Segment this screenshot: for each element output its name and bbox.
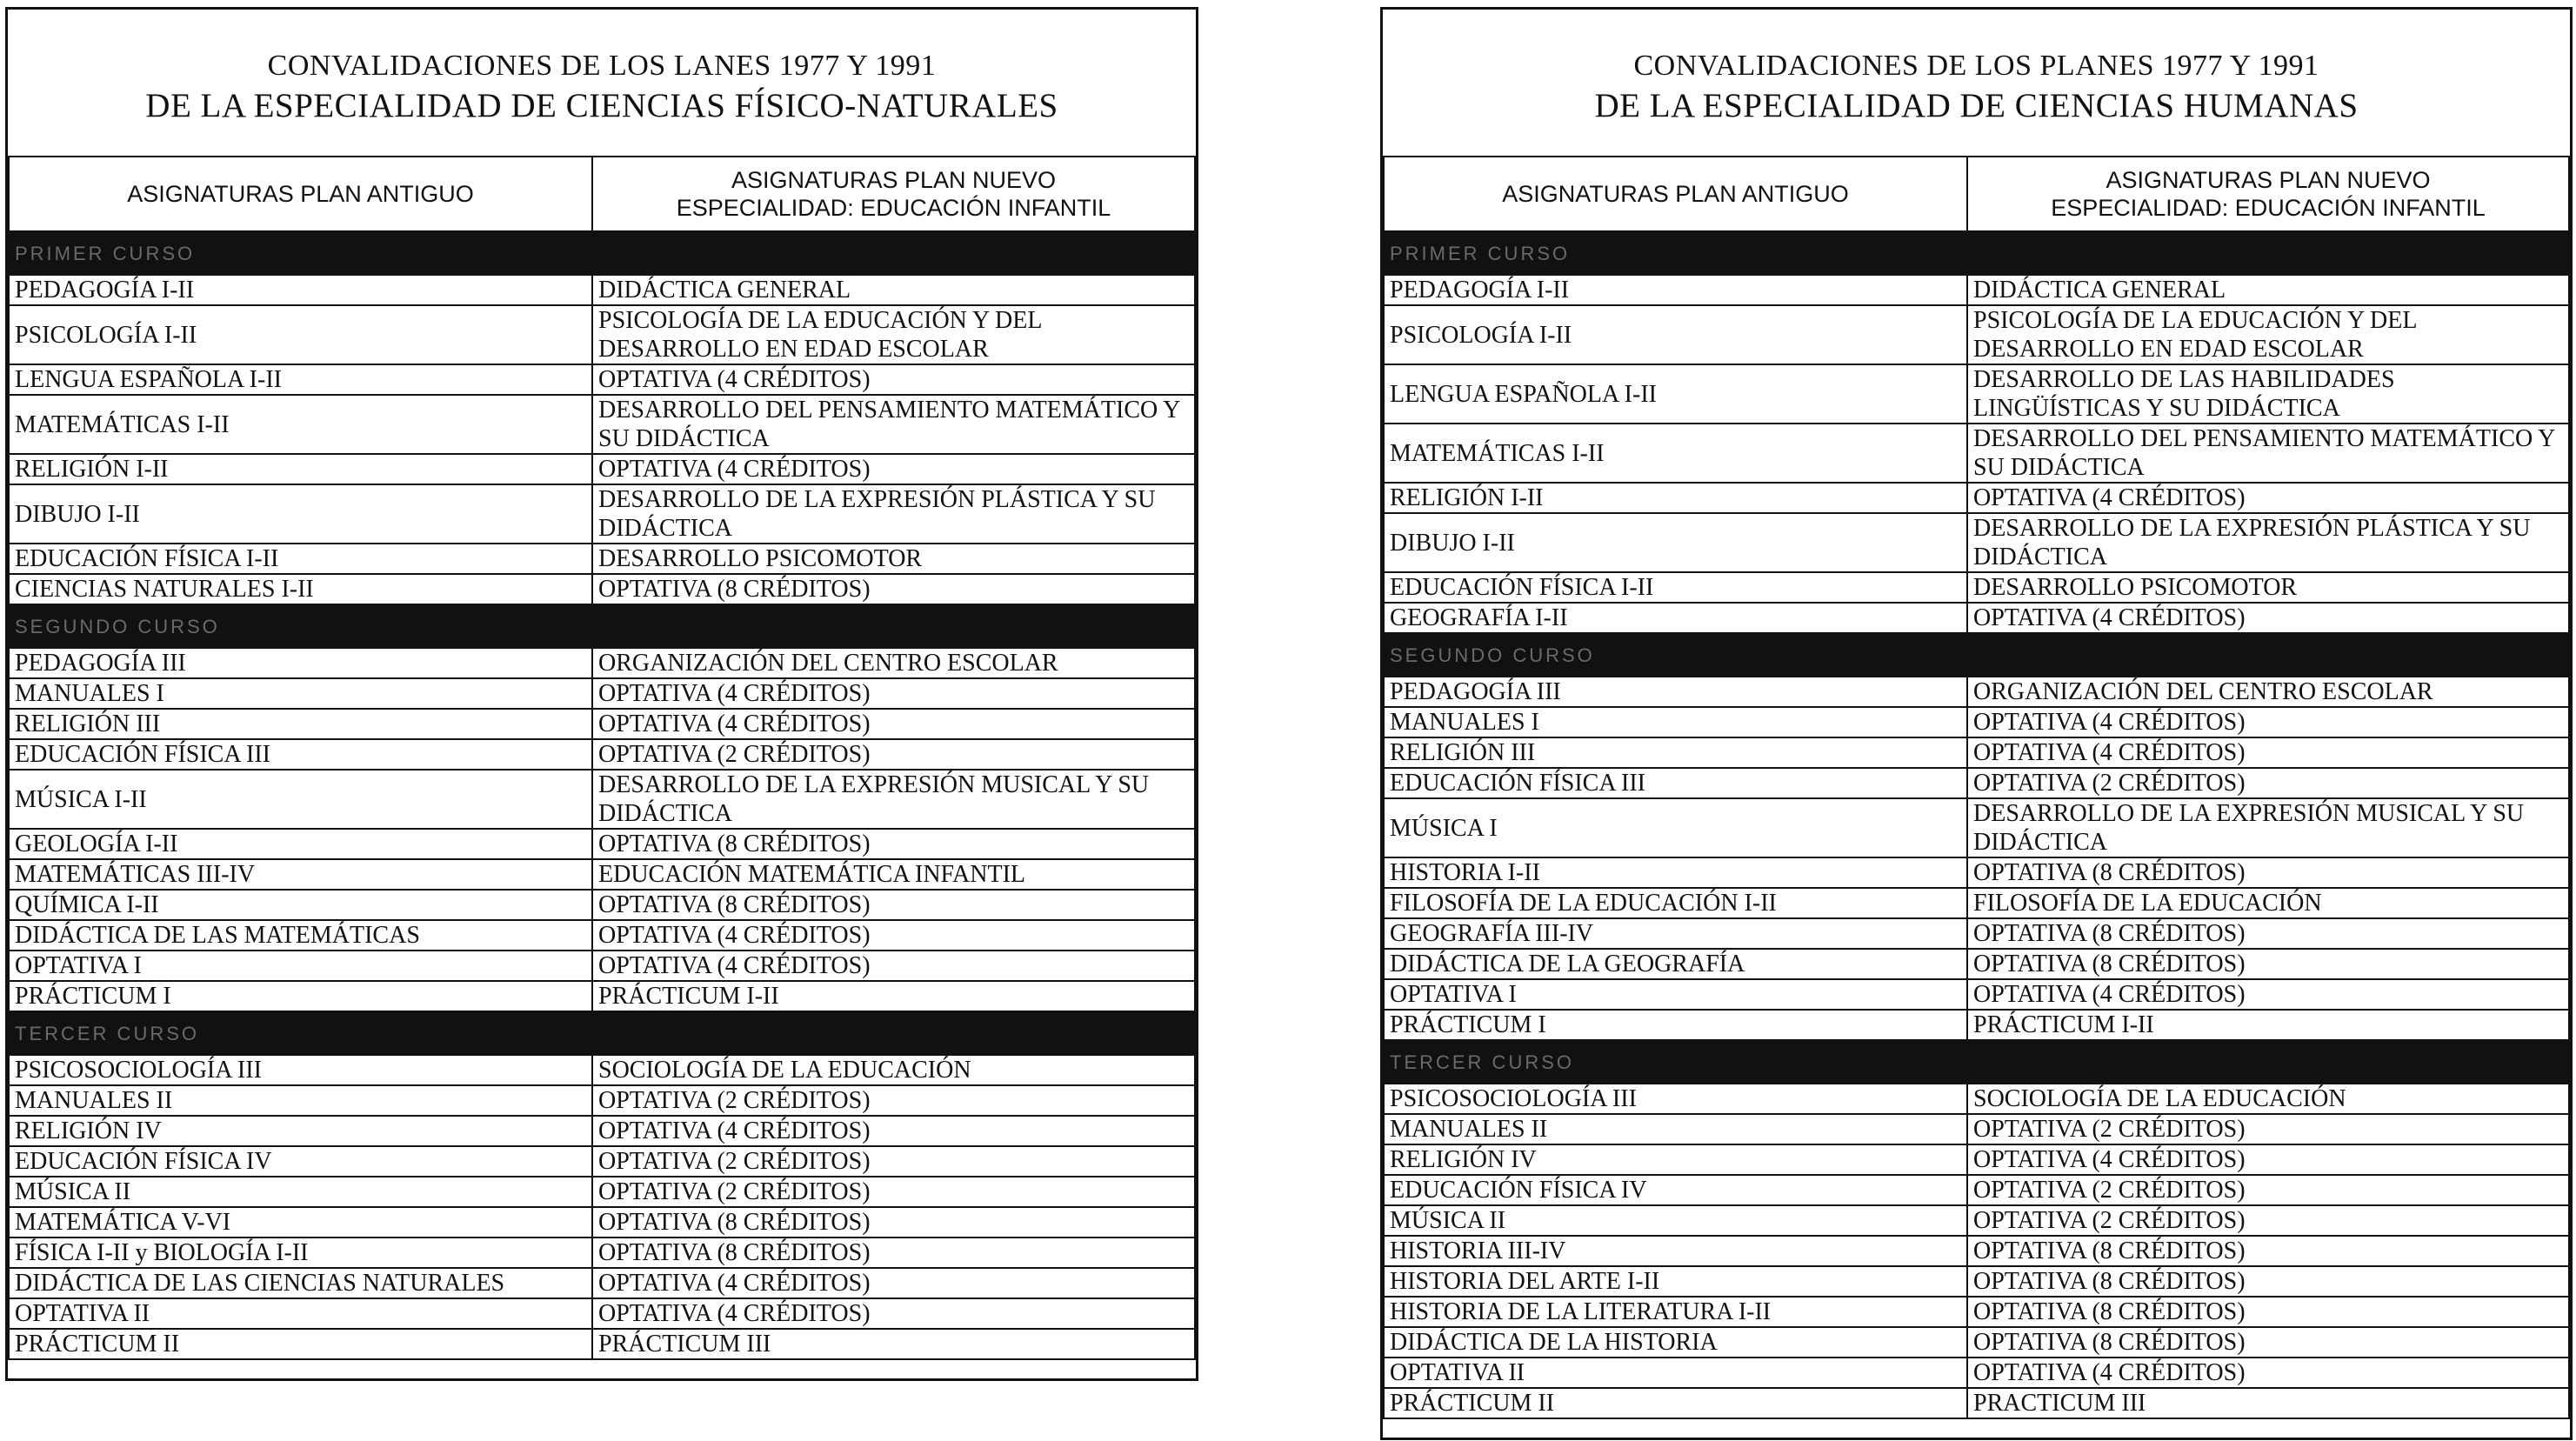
panel-title <box>8 10 1196 156</box>
title-line-2: DE LA ESPECIALIDAD DE CIENCIAS FÍSICO-NATURALES <box>145 87 1058 124</box>
table-row <box>9 709 1195 739</box>
table-row <box>9 544 1195 574</box>
header-new-plan-line-2: ESPECIALIDAD: EDUCACIÓN INFANTIL <box>2051 195 2486 221</box>
table-header-row <box>9 157 1195 231</box>
new-plan-subject: OPTATIVA (8 CRÉDITOS) <box>1967 1266 2569 1297</box>
old-plan-subject: MANUALES II <box>9 1085 592 1116</box>
table-row <box>9 1298 1195 1329</box>
new-plan-subject: OPTATIVA (2 CRÉDITOS) <box>592 1085 1195 1116</box>
table-row <box>1384 1327 2569 1358</box>
table-body <box>1384 231 2569 1418</box>
new-plan-subject: OPTATIVA (4 CRÉDITOS) <box>1967 483 2569 513</box>
old-plan-subject: HISTORIA DEL ARTE I-II <box>1384 1266 1967 1297</box>
table-row <box>1384 1175 2569 1205</box>
new-plan-subject: OPTATIVA (8 CRÉDITOS) <box>1967 1297 2569 1327</box>
old-plan-subject: CIENCIAS NATURALES I-II <box>9 574 592 604</box>
old-plan-subject: FILOSOFÍA DE LA EDUCACIÓN I-II <box>1384 888 1967 918</box>
old-plan-subject: GEOGRAFÍA III-IV <box>1384 918 1967 949</box>
table-header-row <box>1384 157 2569 231</box>
old-plan-subject: MATEMÁTICAS III-IV <box>9 859 592 890</box>
new-plan-subject: PRÁCTICUM III <box>592 1329 1195 1359</box>
table-row <box>1384 513 2569 572</box>
course-band <box>1384 231 2569 275</box>
new-plan-subject: OPTATIVA (4 CRÉDITOS) <box>592 951 1195 981</box>
new-plan-subject: OPTATIVA (4 CRÉDITOS) <box>592 1298 1195 1329</box>
new-plan-subject: OPTATIVA (8 CRÉDITOS) <box>592 1207 1195 1238</box>
table-row <box>9 1055 1195 1085</box>
table-row <box>9 1085 1195 1116</box>
table-row <box>9 678 1195 709</box>
header-new-plan <box>1967 157 2569 231</box>
table-row <box>9 920 1195 951</box>
table-row <box>1384 1297 2569 1327</box>
table-row <box>1384 979 2569 1010</box>
old-plan-subject: MATEMÁTICAS I-II <box>9 395 592 454</box>
table-row <box>1384 275 2569 305</box>
table-row <box>9 484 1195 544</box>
old-plan-subject: PEDAGOGÍA III <box>1384 677 1967 707</box>
table-row <box>1384 1144 2569 1175</box>
new-plan-subject: OPTATIVA (2 CRÉDITOS) <box>592 739 1195 770</box>
new-plan-subject: OPTATIVA (4 CRÉDITOS) <box>592 454 1195 484</box>
new-plan-subject: PRÁCTICUM I-II <box>592 981 1195 1011</box>
new-plan-subject: OPTATIVA (4 CRÉDITOS) <box>592 920 1195 951</box>
table-row <box>1384 1266 2569 1297</box>
course-band-label: PRIMER CURSO <box>9 231 1195 275</box>
old-plan-subject: EDUCACIÓN FÍSICA III <box>9 739 592 770</box>
table-row <box>9 1207 1195 1238</box>
old-plan-subject: PEDAGOGÍA I-II <box>9 275 592 305</box>
new-plan-subject: OPTATIVA (4 CRÉDITOS) <box>1967 1358 2569 1388</box>
new-plan-subject: EDUCACIÓN MATEMÁTICA INFANTIL <box>592 859 1195 890</box>
new-plan-subject: OPTATIVA (8 CRÉDITOS) <box>1967 1327 2569 1358</box>
table-row <box>1384 1114 2569 1144</box>
table-row <box>9 859 1195 890</box>
old-plan-subject: GEOLOGÍA I-II <box>9 829 592 859</box>
new-plan-subject: SOCIOLOGÍA DE LA EDUCACIÓN <box>1967 1084 2569 1114</box>
new-plan-subject: OPTATIVA (8 CRÉDITOS) <box>1967 918 2569 949</box>
old-plan-subject: MÚSICA II <box>9 1177 592 1207</box>
new-plan-subject: OPTATIVA (8 CRÉDITOS) <box>592 574 1195 604</box>
old-plan-subject: MANUALES I <box>1384 707 1967 737</box>
old-plan-subject: MÚSICA I-II <box>9 770 592 829</box>
table-row <box>1384 1084 2569 1114</box>
new-plan-subject: DESARROLLO DE LAS HABILIDADES LINGÜÍSTICAS Y SU DIDÁCTICA <box>1967 364 2569 424</box>
old-plan-subject: RELIGIÓN III <box>1384 737 1967 768</box>
title-line-2: DE LA ESPECIALIDAD DE CIENCIAS HUMANAS <box>1594 87 2359 124</box>
table-row <box>1384 798 2569 857</box>
old-plan-subject: OPTATIVA II <box>1384 1358 1967 1388</box>
table-row <box>1384 857 2569 888</box>
table-row <box>1384 1205 2569 1236</box>
old-plan-subject: PRÁCTICUM I <box>1384 1010 1967 1040</box>
table-row <box>9 648 1195 678</box>
new-plan-subject: OPTATIVA (4 CRÉDITOS) <box>1967 1144 2569 1175</box>
table-row <box>1384 888 2569 918</box>
panel-title <box>1383 10 2570 156</box>
header-new-plan-line-1: ASIGNATURAS PLAN NUEVO <box>2106 167 2431 193</box>
course-band <box>1384 1040 2569 1084</box>
table-row <box>9 305 1195 364</box>
table-row <box>1384 424 2569 483</box>
new-plan-subject: OPTATIVA (4 CRÉDITOS) <box>592 678 1195 709</box>
new-plan-subject: OPTATIVA (4 CRÉDITOS) <box>1967 979 2569 1010</box>
table-row <box>1384 677 2569 707</box>
table-row <box>9 275 1195 305</box>
new-plan-subject: DESARROLLO PSICOMOTOR <box>1967 572 2569 603</box>
old-plan-subject: RELIGIÓN IV <box>9 1116 592 1146</box>
old-plan-subject: DIDÁCTICA DE LAS CIENCIAS NATURALES <box>9 1268 592 1298</box>
new-plan-subject: OPTATIVA (8 CRÉDITOS) <box>1967 949 2569 979</box>
old-plan-subject: MÚSICA I <box>1384 798 1967 857</box>
old-plan-subject: DIDÁCTICA DE LA HISTORIA <box>1384 1327 1967 1358</box>
old-plan-subject: PRÁCTICUM II <box>1384 1388 1967 1418</box>
course-band-label: SEGUNDO CURSO <box>1384 633 2569 677</box>
course-band-label: TERCER CURSO <box>9 1011 1195 1055</box>
table-row <box>9 1177 1195 1207</box>
new-plan-subject: FILOSOFÍA DE LA EDUCACIÓN <box>1967 888 2569 918</box>
new-plan-subject: PRACTICUM III <box>1967 1388 2569 1418</box>
new-plan-subject: DESARROLLO PSICOMOTOR <box>592 544 1195 574</box>
new-plan-subject: PSICOLOGÍA DE LA EDUCACIÓN Y DEL DESARROLLO EN EDAD ESCOLAR <box>1967 305 2569 364</box>
convalidation-table <box>1383 156 2570 1419</box>
table-row <box>9 981 1195 1011</box>
new-plan-subject: OPTATIVA (4 CRÉDITOS) <box>1967 737 2569 768</box>
old-plan-subject: RELIGIÓN IV <box>1384 1144 1967 1175</box>
new-plan-subject: OPTATIVA (2 CRÉDITOS) <box>1967 1205 2569 1236</box>
table-row <box>9 395 1195 454</box>
old-plan-subject: MATEMÁTICAS I-II <box>1384 424 1967 483</box>
new-plan-subject: OPTATIVA (8 CRÉDITOS) <box>592 890 1195 920</box>
old-plan-subject: PSICOLOGÍA I-II <box>1384 305 1967 364</box>
table-row <box>1384 768 2569 798</box>
table-row <box>9 1268 1195 1298</box>
new-plan-subject: OPTATIVA (4 CRÉDITOS) <box>1967 707 2569 737</box>
table-row <box>9 890 1195 920</box>
new-plan-subject: OPTATIVA (4 CRÉDITOS) <box>592 1116 1195 1146</box>
new-plan-subject: OPTATIVA (2 CRÉDITOS) <box>1967 1114 2569 1144</box>
header-new-plan <box>592 157 1195 231</box>
new-plan-subject: OPTATIVA (8 CRÉDITOS) <box>1967 1236 2569 1266</box>
course-band-label: TERCER CURSO <box>1384 1040 2569 1084</box>
table-row <box>1384 603 2569 633</box>
new-plan-subject: DESARROLLO DEL PENSAMIENTO MATEMÁTICO Y SU DIDÁCTICA <box>592 395 1195 454</box>
new-plan-subject: DIDÁCTICA GENERAL <box>1967 275 2569 305</box>
table-body <box>9 231 1195 1359</box>
header-old-plan: ASIGNATURAS PLAN ANTIGUO <box>1384 157 1967 231</box>
table-row <box>9 574 1195 604</box>
old-plan-subject: HISTORIA I-II <box>1384 857 1967 888</box>
old-plan-subject: FÍSICA I-II y BIOLOGÍA I-II <box>9 1238 592 1268</box>
old-plan-subject: MANUALES I <box>9 678 592 709</box>
panel-fisico-naturales <box>5 7 1198 1381</box>
new-plan-subject: OPTATIVA (2 CRÉDITOS) <box>1967 768 2569 798</box>
new-plan-subject: SOCIOLOGÍA DE LA EDUCACIÓN <box>592 1055 1195 1085</box>
old-plan-subject: DIBUJO I-II <box>9 484 592 544</box>
table-row <box>1384 1388 2569 1418</box>
table-row <box>1384 918 2569 949</box>
old-plan-subject: HISTORIA DE LA LITERATURA I-II <box>1384 1297 1967 1327</box>
old-plan-subject: EDUCACIÓN FÍSICA I-II <box>1384 572 1967 603</box>
old-plan-subject: EDUCACIÓN FÍSICA I-II <box>9 544 592 574</box>
header-new-plan-line-2: ESPECIALIDAD: EDUCACIÓN INFANTIL <box>676 195 1111 221</box>
old-plan-subject: PSICOLOGÍA I-II <box>9 305 592 364</box>
old-plan-subject: PRÁCTICUM I <box>9 981 592 1011</box>
course-band-label: SEGUNDO CURSO <box>9 604 1195 648</box>
old-plan-subject: DIBUJO I-II <box>1384 513 1967 572</box>
old-plan-subject: HISTORIA III-IV <box>1384 1236 1967 1266</box>
new-plan-subject: OPTATIVA (2 CRÉDITOS) <box>592 1177 1195 1207</box>
old-plan-subject: MANUALES II <box>1384 1114 1967 1144</box>
table-row <box>1384 1358 2569 1388</box>
table-row <box>9 1329 1195 1359</box>
course-band-label: PRIMER CURSO <box>1384 231 2569 275</box>
old-plan-subject: DIDÁCTICA DE LA GEOGRAFÍA <box>1384 949 1967 979</box>
old-plan-subject: EDUCACIÓN FÍSICA III <box>1384 768 1967 798</box>
table-row <box>9 1238 1195 1268</box>
new-plan-subject: DESARROLLO DE LA EXPRESIÓN PLÁSTICA Y SU DIDÁCTICA <box>592 484 1195 544</box>
old-plan-subject: MATEMÁTICA V-VI <box>9 1207 592 1238</box>
new-plan-subject: OPTATIVA (4 CRÉDITOS) <box>1967 603 2569 633</box>
table-row <box>9 1116 1195 1146</box>
convalidation-table <box>8 156 1196 1360</box>
new-plan-subject: DESARROLLO DEL PENSAMIENTO MATEMÁTICO Y SU DIDÁCTICA <box>1967 424 2569 483</box>
new-plan-subject: DESARROLLO DE LA EXPRESIÓN MUSICAL Y SU DIDÁCTICA <box>592 770 1195 829</box>
new-plan-subject: OPTATIVA (4 CRÉDITOS) <box>592 709 1195 739</box>
table-row <box>9 829 1195 859</box>
table-row <box>1384 483 2569 513</box>
new-plan-subject: OPTATIVA (8 CRÉDITOS) <box>592 829 1195 859</box>
old-plan-subject: PEDAGOGÍA I-II <box>1384 275 1967 305</box>
new-plan-subject: OPTATIVA (8 CRÉDITOS) <box>1967 857 2569 888</box>
new-plan-subject: OPTATIVA (4 CRÉDITOS) <box>592 364 1195 395</box>
new-plan-subject: ORGANIZACIÓN DEL CENTRO ESCOLAR <box>1967 677 2569 707</box>
old-plan-subject: PSICOSOCIOLOGÍA III <box>9 1055 592 1085</box>
panel-ciencias-humanas <box>1380 7 2573 1440</box>
table-row <box>9 364 1195 395</box>
new-plan-subject: PSICOLOGÍA DE LA EDUCACIÓN Y DEL DESARROLLO EN EDAD ESCOLAR <box>592 305 1195 364</box>
course-band <box>9 1011 1195 1055</box>
course-band <box>1384 633 2569 677</box>
new-plan-subject: OPTATIVA (8 CRÉDITOS) <box>592 1238 1195 1268</box>
table-row <box>9 739 1195 770</box>
old-plan-subject: LENGUA ESPAÑOLA I-II <box>9 364 592 395</box>
old-plan-subject: PSICOSOCIOLOGÍA III <box>1384 1084 1967 1114</box>
header-new-plan-line-1: ASIGNATURAS PLAN NUEVO <box>731 167 1057 193</box>
new-plan-subject: OPTATIVA (2 CRÉDITOS) <box>592 1146 1195 1177</box>
old-plan-subject: DIDÁCTICA DE LAS MATEMÁTICAS <box>9 920 592 951</box>
new-plan-subject: OPTATIVA (2 CRÉDITOS) <box>1967 1175 2569 1205</box>
course-band <box>9 604 1195 648</box>
old-plan-subject: PEDAGOGÍA III <box>9 648 592 678</box>
table-row <box>1384 949 2569 979</box>
old-plan-subject: OPTATIVA I <box>9 951 592 981</box>
old-plan-subject: EDUCACIÓN FÍSICA IV <box>9 1146 592 1177</box>
course-band <box>9 231 1195 275</box>
table-row <box>9 770 1195 829</box>
old-plan-subject: LENGUA ESPAÑOLA I-II <box>1384 364 1967 424</box>
title-line-1: CONVALIDACIONES DE LOS LANES 1977 Y 1991 <box>267 50 937 82</box>
old-plan-subject: RELIGIÓN I-II <box>1384 483 1967 513</box>
table-row <box>1384 1236 2569 1266</box>
table-row <box>1384 572 2569 603</box>
new-plan-subject: OPTATIVA (4 CRÉDITOS) <box>592 1268 1195 1298</box>
old-plan-subject: MÚSICA II <box>1384 1205 1967 1236</box>
new-plan-subject: PRÁCTICUM I-II <box>1967 1010 2569 1040</box>
old-plan-subject: PRÁCTICUM II <box>9 1329 592 1359</box>
table-row <box>1384 364 2569 424</box>
new-plan-subject: DESARROLLO DE LA EXPRESIÓN PLÁSTICA Y SU DIDÁCTICA <box>1967 513 2569 572</box>
table-row <box>9 951 1195 981</box>
old-plan-subject: RELIGIÓN I-II <box>9 454 592 484</box>
old-plan-subject: OPTATIVA II <box>9 1298 592 1329</box>
old-plan-subject: RELIGIÓN III <box>9 709 592 739</box>
table-row <box>9 1146 1195 1177</box>
title-line-1: CONVALIDACIONES DE LOS PLANES 1977 Y 1991 <box>1633 50 2319 82</box>
table-row <box>1384 305 2569 364</box>
old-plan-subject: OPTATIVA I <box>1384 979 1967 1010</box>
new-plan-subject: DESARROLLO DE LA EXPRESIÓN MUSICAL Y SU DIDÁCTICA <box>1967 798 2569 857</box>
table-row <box>1384 737 2569 768</box>
old-plan-subject: EDUCACIÓN FÍSICA IV <box>1384 1175 1967 1205</box>
old-plan-subject: QUÍMICA I-II <box>9 890 592 920</box>
old-plan-subject: GEOGRAFÍA I-II <box>1384 603 1967 633</box>
new-plan-subject: ORGANIZACIÓN DEL CENTRO ESCOLAR <box>592 648 1195 678</box>
table-row <box>9 454 1195 484</box>
table-row <box>1384 707 2569 737</box>
table-row <box>1384 1010 2569 1040</box>
header-old-plan: ASIGNATURAS PLAN ANTIGUO <box>9 157 592 231</box>
new-plan-subject: DIDÁCTICA GENERAL <box>592 275 1195 305</box>
